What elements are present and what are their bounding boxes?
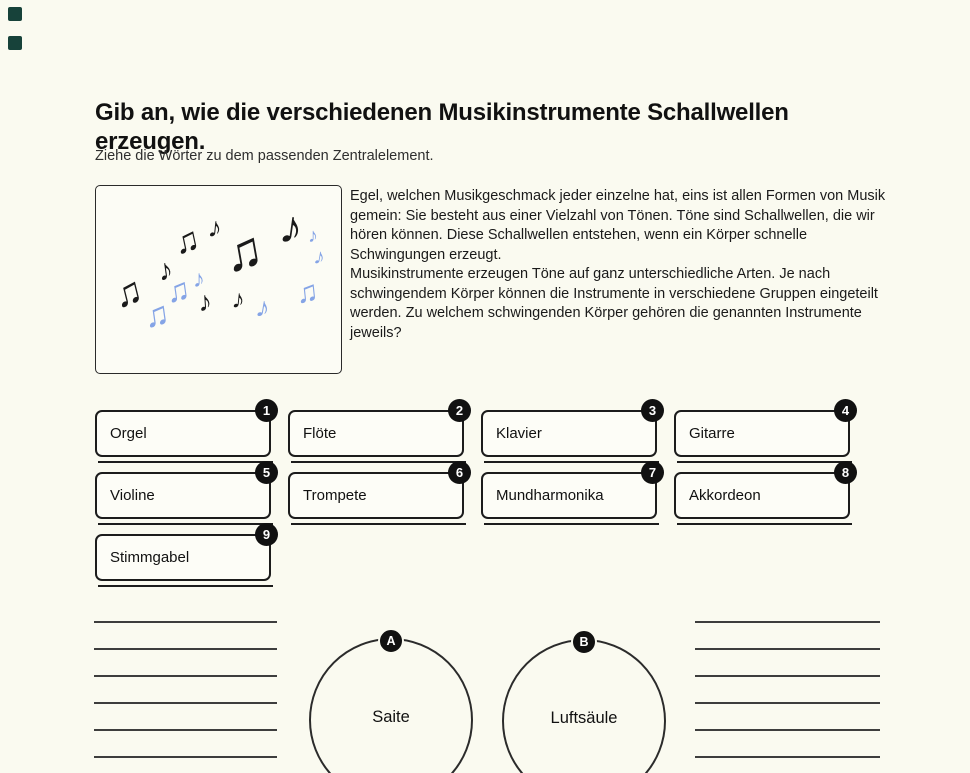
tile-badge: 8 (834, 461, 857, 484)
instruction-subtitle: Ziehe die Wörter zu dem passenden Zentralelement. (95, 148, 434, 164)
tile-label: Mundharmonika (496, 487, 604, 504)
word-tile-floete[interactable] (288, 403, 464, 457)
word-tile-stimmgabel[interactable] (95, 527, 271, 581)
writing-line (94, 729, 277, 731)
writing-lines-left (94, 621, 277, 773)
tile-badge: 4 (834, 399, 857, 422)
music-note-icon: ♪ (276, 199, 307, 255)
decor-square-bottom (8, 36, 22, 50)
tile-label: Flöte (303, 425, 337, 442)
tile-label: Klavier (496, 425, 542, 442)
intro-text (350, 187, 890, 343)
music-note-icon: ♫ (109, 269, 148, 317)
writing-line (695, 648, 880, 650)
tile-badge: 3 (641, 399, 664, 422)
writing-line (94, 702, 277, 704)
drop-zone-saite[interactable] (309, 634, 473, 773)
intro-paragraph-1: Egel, welchen Musikgeschmack jeder einzelne hat, eins ist allen Formen von Musik gemein: Sie besteht aus einer Vielzahl von Tönen. Töne sind Schallwellen, die wir hören können. Diese Schallwellen entstehen, wenn ein Körper schnelle Schwingungen erzeugt. (350, 188, 886, 263)
tile-badge: 2 (448, 399, 471, 422)
music-note-icon: ♫ (219, 220, 268, 284)
word-tile-gitarre[interactable] (674, 403, 850, 457)
word-tile-trompete[interactable] (288, 465, 464, 519)
word-tile-klavier[interactable] (481, 403, 657, 457)
intro-paragraph-2: Musikinstrumente erzeugen Töne auf ganz unterschiedliche Arten. Je nach schwingendem Körper können die Instrumente in verschiedene Gruppen eingeteilt werden. Zu welchem schwingenden Körper gehören die genannten Instrumente jeweils? (350, 266, 878, 341)
music-note-icon: ♪ (193, 266, 205, 293)
writing-line (695, 675, 880, 677)
music-note-icon: ♫ (163, 270, 193, 310)
drop-zone-luftsaeule[interactable] (502, 635, 666, 773)
tile-label: Akkordeon (689, 487, 761, 504)
tile-label: Violine (110, 487, 155, 504)
word-tile-akkordeon[interactable] (674, 465, 850, 519)
tile-label: Orgel (110, 425, 147, 442)
writing-line (94, 648, 277, 650)
writing-line (94, 675, 277, 677)
music-note-icon: ♫ (294, 274, 321, 311)
music-note-icon: ♪ (155, 253, 176, 288)
tile-badge: 7 (641, 461, 664, 484)
word-tile-grid (95, 403, 850, 581)
word-tile-orgel[interactable] (95, 403, 271, 457)
writing-line (695, 621, 880, 623)
music-note-icon: ♪ (230, 283, 247, 315)
writing-line (695, 756, 880, 758)
tile-label: Gitarre (689, 425, 735, 442)
tile-badge: 9 (255, 523, 278, 546)
drop-zone-label: Saite (372, 708, 410, 726)
writing-line (94, 756, 277, 758)
music-notes-image (95, 185, 342, 374)
writing-line (94, 621, 277, 623)
drop-zone-label: Luftsäule (550, 709, 618, 727)
tile-badge: 5 (255, 461, 278, 484)
word-tile-violine[interactable] (95, 465, 271, 519)
music-note-icon: ♪ (196, 285, 214, 318)
writing-line (695, 729, 880, 731)
writing-line (695, 702, 880, 704)
tile-badge: 1 (255, 399, 278, 422)
decor-square-top (8, 7, 22, 21)
tile-label: Trompete (303, 487, 367, 504)
tile-badge: 6 (448, 461, 471, 484)
music-note-icon: ♪ (311, 243, 328, 270)
page-title: Gib an, wie die verschiedenen Musikinstrumente Schallwellen erzeugen. (95, 99, 789, 156)
drop-zone-badge: B (571, 629, 597, 655)
music-note-icon: ♪ (206, 211, 224, 244)
writing-lines-right (695, 621, 880, 773)
tile-label: Stimmgabel (110, 549, 190, 566)
music-note-icon: ♪ (253, 291, 273, 324)
music-note-icon: ♫ (141, 294, 173, 336)
word-tile-mundharmonika[interactable] (481, 465, 657, 519)
drop-zone-badge: A (378, 628, 404, 654)
music-note-icon: ♫ (170, 219, 204, 263)
music-note-icon: ♪ (308, 225, 318, 247)
